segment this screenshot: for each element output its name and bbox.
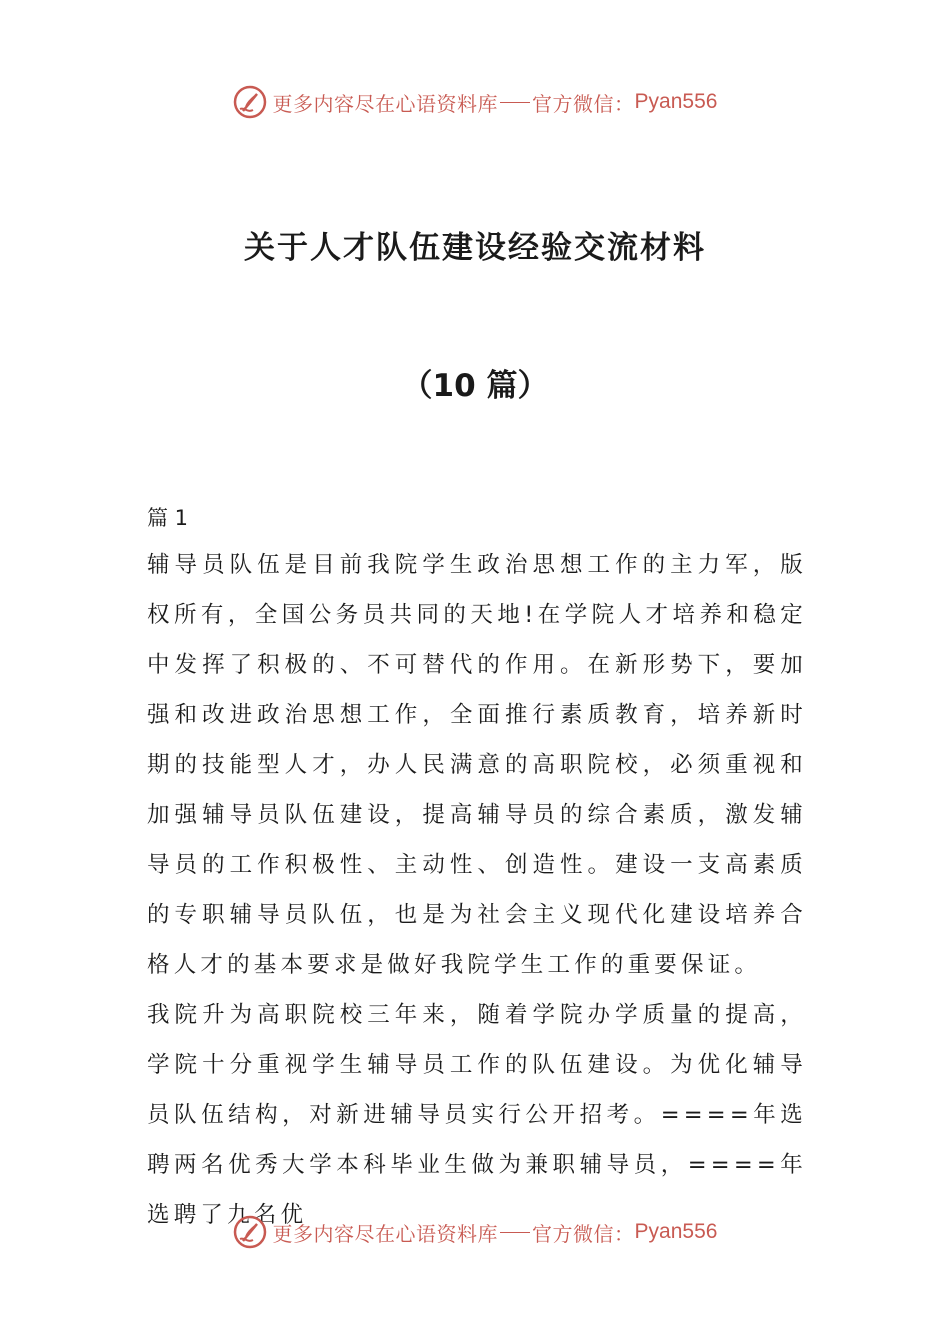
watermark-suffix: 官方微信： — [532, 1221, 635, 1246]
watermark-account: Pyan556 — [634, 1220, 718, 1243]
watermark-dash — [500, 102, 530, 103]
watermark-text: 更多内容尽在心语资料库 — [272, 1221, 499, 1246]
paragraph-2: 我院升为高职院校三年来，随着学院办学质量的提高，学院十分重视学生辅导员工作的队伍建设。为优化辅导员队伍结构，对新进辅导员实行公开招考。====年选聘两名优秀大学本科毕业生做为兼职辅导员，====年选聘了九名优 — [147, 1002, 807, 1228]
document-title: 关于人才队伍建设经验交流材料 — [244, 230, 706, 266]
paragraph-1: 辅导员队伍是目前我院学生政治思想工作的主力军，版权所有，全国公务员共同的天地!在学院人才培养和稳定中发挥了积极的、不可替代的作用。在新形势下，要加强和改进政治思想工作，全面推行素质教育，培养新时期的技能型人才，办人民满意的高职院校，必须重视和加强辅导员队伍建设，提高辅导员的综合素质，激发辅导员的工作积极性、主动性、创造性。建设一支高素质的专职辅导员队伍，也是为社会主义现代化建设培养合格人才的基本要求是做好我院学生工作的重要保证。 — [147, 552, 807, 978]
watermark-account: Pyan556 — [634, 90, 718, 113]
chapter-label: 篇 1 — [147, 506, 189, 530]
watermark-suffix: 官方微信： — [532, 91, 635, 116]
document-body — [147, 496, 807, 1240]
quill-logo-icon — [233, 1215, 267, 1249]
header-watermark — [0, 82, 950, 122]
quill-logo-icon — [233, 85, 267, 119]
footer-watermark — [0, 1212, 950, 1252]
watermark-text: 更多内容尽在心语资料库 — [272, 91, 499, 116]
watermark-dash — [500, 1232, 530, 1233]
document-subtitle: （10 篇） — [401, 368, 549, 404]
